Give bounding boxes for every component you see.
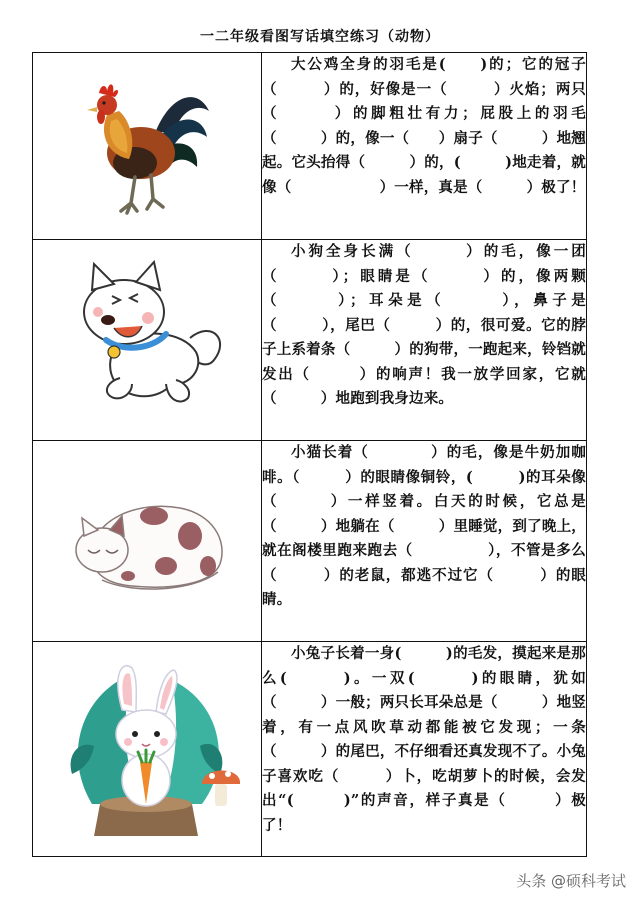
fill-in-passage: 小兔子长着一身( )的毛发，摸起来是那么( )。一双( )的眼睛，犹如（ ）一般；两只长耳朵总是（ ）地竖着，有一点风吹草动都能被它发现；一条（ ）的尾巴，不仔细看还真发现不了。小兔子喜欢吃（ ）卜，吃胡萝卜的时候，会发出“( )”的声音，样子真是（ ）极了！ — [262, 645, 586, 834]
table-row — [33, 441, 587, 642]
rooster-illustration — [77, 71, 217, 221]
picture-cell — [33, 441, 262, 642]
worksheet-table — [32, 52, 587, 857]
fill-in-passage: 小狗全身长满（ ）的毛，像一团（ ）；眼睛是（ ）的，像两颗（ ）；耳朵是（ ），鼻子是（ ），尾巴（ ）的，很可爱。它的脖子上系着条（ ）的狗带，一跑起来，铃铛就发出（ ）的响声！我一放学回家，它就（ ）地跑到我身边来。 — [262, 243, 586, 407]
text-cell — [262, 53, 587, 240]
fill-in-passage: 大公鸡全身的羽毛是( )的；它的冠子（ ）的，好像是一（ ）火焰；两只（ ）的脚粗壮有力；屁股上的羽毛（ ）的，像一（ ）扇子（ ）地翘起。它头抬得（ ）的，( )地走着，就像（ ）一样，真是（ ）极了！ — [262, 56, 586, 196]
worksheet-title: 一二年级看图写话填空练习（动物） — [200, 29, 440, 45]
table-row — [33, 240, 587, 441]
bunny-illustration — [52, 654, 242, 844]
table-row — [33, 53, 587, 240]
table-row — [33, 642, 587, 857]
picture-cell — [33, 240, 262, 441]
fill-in-passage: 小猫长着（ ）的毛，像是牛奶加咖啡。（ ）的眼睛像铜铃，( )的耳朵像（ ）一样竖着。白天的时候，它总是（ ）地躺在（ ）里睡觉，到了晚上，就在阁楼里跑来跑去（ ），不管是多么（ ）的老鼠，都逃不过它（ ）的眼睛。 — [262, 444, 586, 608]
text-cell — [262, 441, 587, 642]
text-cell — [262, 240, 587, 441]
puppy-illustration — [62, 260, 232, 420]
text-cell — [262, 642, 587, 857]
picture-cell — [33, 642, 262, 857]
watermark: 头条 @硕科考试 — [516, 872, 626, 890]
sleeping-cat-illustration — [62, 486, 232, 596]
picture-cell — [33, 53, 262, 240]
